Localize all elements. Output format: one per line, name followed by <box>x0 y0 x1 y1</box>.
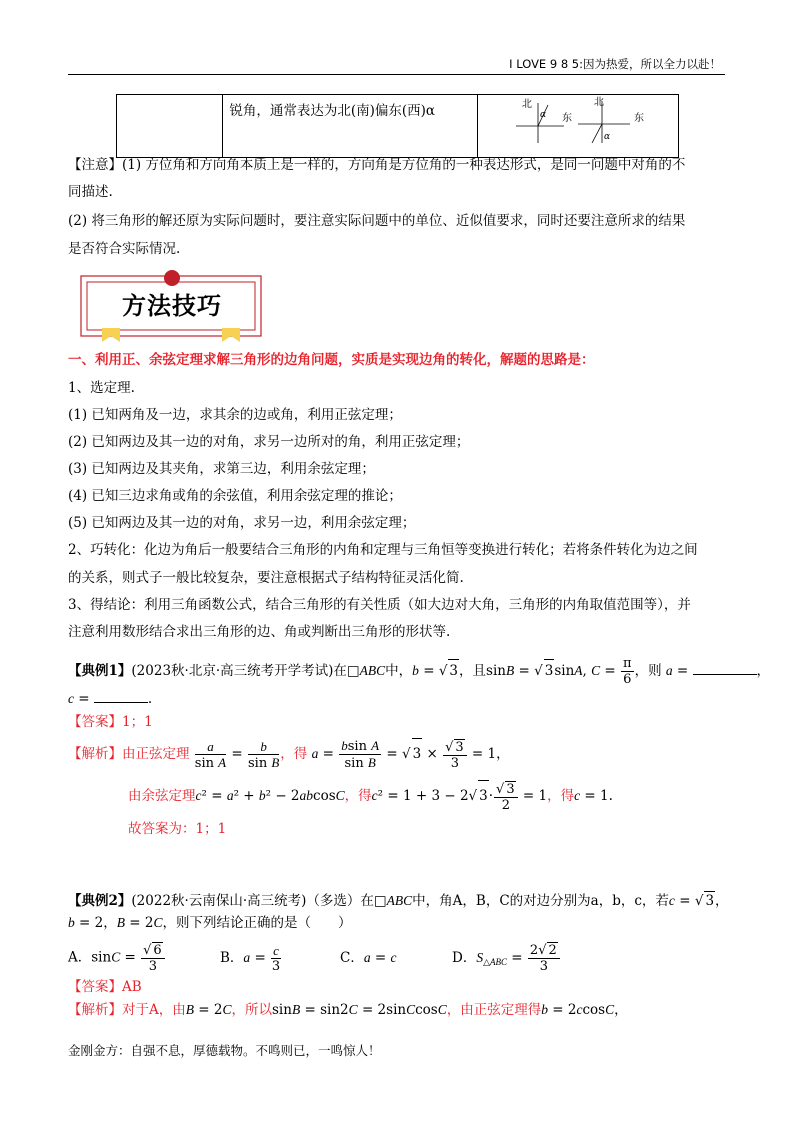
table-cell-text: 锐角，通常表达为北(南)偏东(西)α <box>223 95 478 158</box>
method-item-1: (1) 已知两角及一边，求其余的边或角，利用正弦定理； <box>68 407 402 423</box>
page-header: I LOVE 9 8 5:因为热爱，所以全力以赴！ <box>509 57 721 71</box>
banner-ribbon-left-icon <box>102 328 120 342</box>
method-step-3a: 3、得结论：利用三角函数公式，结合三角形的有关性质（如大边对大角，三角形的内角取值范围等），并 <box>68 597 691 613</box>
east-label-2: 东 <box>634 113 644 124</box>
direction-angle-figure <box>478 95 678 153</box>
method-heading: 一、利用正、余弦定理求解三角形的边角问题，实质是实现边角的转化，解题的思路是： <box>68 352 595 368</box>
method-step-1: 1、选定理. <box>68 380 135 396</box>
method-item-3: (3) 已知两边及其夹角，求第三边，利用余弦定理； <box>68 461 375 477</box>
banner-ribbon-right-icon <box>222 328 240 342</box>
banner-dot-icon <box>164 270 180 286</box>
note-p2b: 是否符合实际情况. <box>68 241 181 257</box>
east-label-1: 东 <box>562 113 572 124</box>
ex1-analysis-2: 由余弦定理c² = a² + b² − 2abcosC，得c² = 1 + 3 − 2√ 3· $\frac{√ 3}{2}$ = 1，得c = 1. <box>128 781 613 813</box>
ex2-answer: 【答案】AB <box>68 979 142 995</box>
ex1-analysis-1: 【解析】由正弦定理 $\frac{a}{\text{sin A}}$ = $\frac{b}{\text{sin B}}$ ，得 a = $\frac{\text{bsin A}}{\text{sin B}}$ = √ 3 × $\frac{√ 3}{3}$ = 1， <box>68 738 510 771</box>
method-step-2a: 2、巧转化：化边为角后一般要结合三角形的内角和定理与三角恒等变换进行转化；若将条件转化为边之间 <box>68 542 698 558</box>
banner-title: 方法技巧 <box>122 292 222 320</box>
ex1-question: 【典例1】(2023秋·北京·高三统考开学考试)在□ABC中，b = √ 3，且sinB = √ 3sinA, C = $\frac{\pi}{6}$ ，则 a = ， <box>68 656 771 687</box>
ex2-analysis: 【解析】对于A，由B = 2C，所以sinB = sin2C = 2sinCcosC，由正弦定理得b = 2ccosC， <box>68 1002 628 1018</box>
note-p2a: (2) 将三角形的解还原为实际问题时，要注意实际问题中的单位、近似值要求，同时还要注意所求的结果 <box>68 213 686 229</box>
page-footer: 金刚金方：自强不息，厚德载物。不鸣则已，一鸣惊人！ <box>68 1043 381 1058</box>
ex1-answer: 【答案】1；1 <box>68 714 153 730</box>
method-item-5: (5) 已知两边及其一边的对角，求另一边，利用余弦定理； <box>68 515 416 531</box>
table-cell-empty <box>117 95 223 158</box>
north-label-1: 北 <box>522 99 532 110</box>
table-cell-figure <box>478 95 679 158</box>
note-p1a: 【注意】(1) 方位角和方向角本质上是一样的，方向角是方位角的一种表达形式，是同一问题中对角的不 <box>68 157 686 173</box>
north-label-2: 北 <box>594 97 604 108</box>
note-p1b: 同描述. <box>68 184 113 200</box>
method-step-3b: 注意利用数形结合求出三角形的边、角或判断出三角形的形状等. <box>68 624 451 640</box>
method-item-4: (4) 已知三边求角或角的余弦值，利用余弦定理的推论； <box>68 488 402 504</box>
ex2-question: 【典例2】(2022秋·云南保山·高三统考)（多选）在□ABC中，角A，B，C的对边分别为a，b，c，若c = √ 3， <box>68 893 729 909</box>
method-item-2: (2) 已知两边及其一边的对角，求另一边所对的角，利用正弦定理； <box>68 434 470 450</box>
direction-table-row <box>116 94 679 158</box>
method-step-2b: 的关系，则式子一般比较复杂，要注意根据式子结构特征灵活化简. <box>68 570 464 586</box>
header-divider <box>68 74 725 75</box>
alpha-label-2: α <box>604 132 611 142</box>
ex1-question-c: c = . <box>68 691 153 707</box>
ex2-options: A．sinC = $\frac{√ 6}{3}$ B．a = $\frac{c}{3}$ C．a = c D．$S_{\triangle ABC}$ = $\frac{2√ 2}{3}$ <box>68 942 728 978</box>
alpha-label-1: α <box>540 110 547 120</box>
ex1-conclusion: 故答案为：1；1 <box>128 821 227 837</box>
ex2-question-2: b = 2，B = 2C，则下列结论正确的是（ ） <box>68 915 352 931</box>
